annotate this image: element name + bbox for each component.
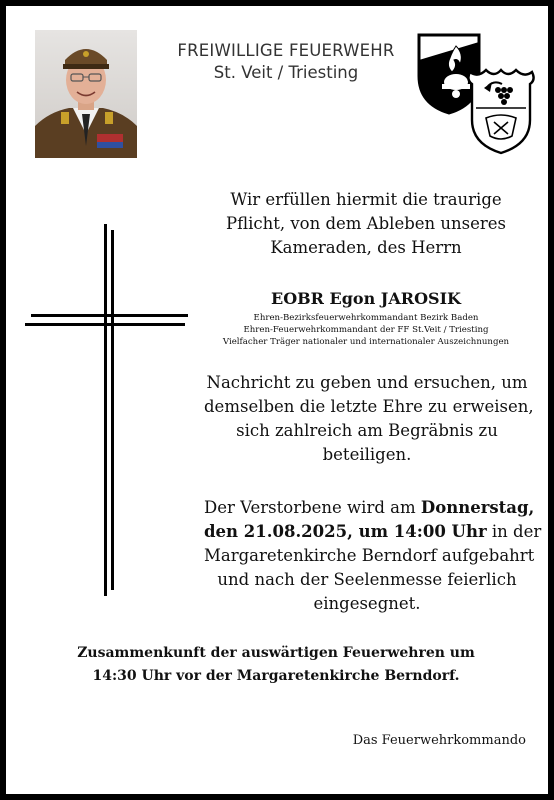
message-line: demselben die letzte Ehre zu erweisen, xyxy=(204,397,534,416)
intro-line: Pflicht, von dem Ableben unseres xyxy=(225,214,507,233)
intro-text xyxy=(206,188,526,260)
meeting-line: 14:30 Uhr vor der Margaretenkirche Berndorf. xyxy=(92,668,460,684)
municipal-coat-of-arms xyxy=(464,64,538,156)
details-line-1 xyxy=(204,496,535,520)
intro-line: Kameraden, des Herrn xyxy=(270,238,462,257)
deceased-titles xyxy=(206,312,526,348)
org-line-1: FREIWILLIGE FEUERWEHR xyxy=(177,41,395,60)
message-text xyxy=(204,371,534,467)
signature: Das Feuerwehrkommando xyxy=(352,733,526,748)
deceased-name: EOBR Egon JAROSIK xyxy=(271,289,461,308)
meeting-info xyxy=(76,642,476,688)
details-post: in der xyxy=(486,522,542,541)
message-line: Nachricht zu geben und ersuchen, um xyxy=(206,373,528,392)
organization-name xyxy=(156,40,416,84)
details-line-2 xyxy=(204,520,542,544)
funeral-details xyxy=(204,496,542,616)
details-pre: Der Verstorbene wird am xyxy=(204,498,421,517)
details-line-5: eingesegnet. xyxy=(313,594,421,613)
memorial-cross xyxy=(25,224,189,596)
details-line-4: und nach der Seelenmesse feierlich xyxy=(217,570,517,589)
intro-line: Wir erfüllen hiermit die traurige xyxy=(230,190,502,209)
message-line: sich zahlreich am Begräbnis zu xyxy=(236,421,498,440)
message-line: beteiligen. xyxy=(322,445,412,464)
title-line: Vielfacher Träger nationaler und internationaler Auszeichnungen xyxy=(222,337,510,347)
details-line-3: Margaretenkirche Berndorf aufgebahrt xyxy=(204,546,535,565)
portrait-photo xyxy=(35,30,137,158)
title-line: Ehren-Feuerwehrkommandant der FF St.Veit / Triesting xyxy=(243,325,489,335)
obituary-page xyxy=(6,6,548,794)
details-day: Donnerstag, xyxy=(420,498,535,517)
details-datetime: den 21.08.2025, um 14:00 Uhr xyxy=(204,522,487,541)
meeting-line: Zusammenkunft der auswärtigen Feuerwehren um xyxy=(77,645,475,661)
title-line: Ehren-Bezirksfeuerwehrkommandant Bezirk Baden xyxy=(253,313,479,323)
org-line-2: St. Veit / Triesting xyxy=(213,63,359,82)
